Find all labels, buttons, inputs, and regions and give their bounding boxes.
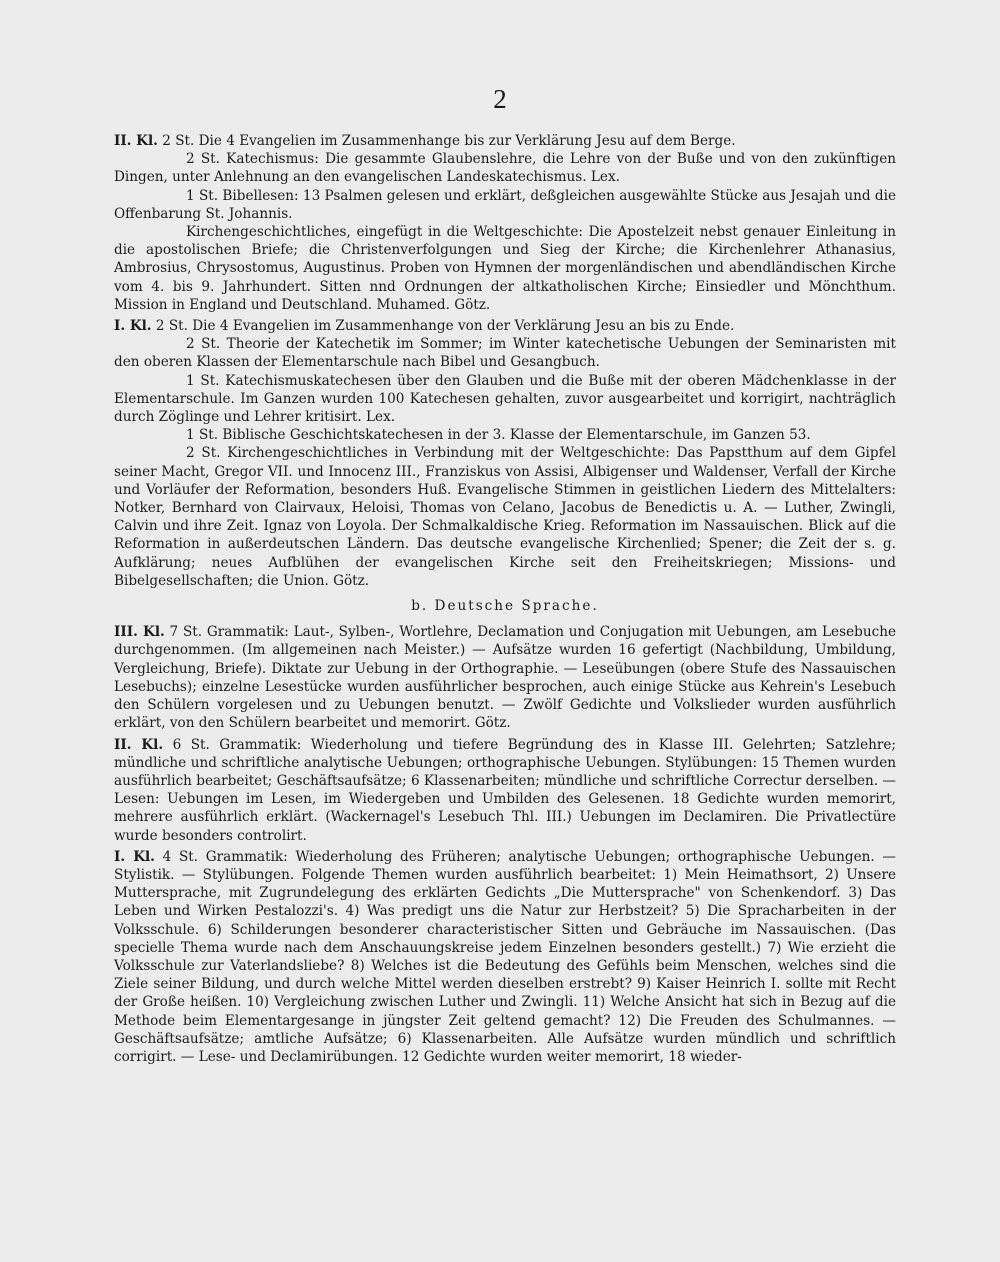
document-body xyxy=(114,132,896,1066)
paragraph-catechetics: 2 St. Theorie der Katechetik im Sommer; im Winter katechetische Uebungen der Seminaristen mit den oberen Klassen der Elementarschule nach Bibel und Gesangbuch. xyxy=(114,336,896,371)
class-label: II. Kl. xyxy=(114,736,164,753)
paragraph-class-i-german: I. Kl. 4 St. Grammatik: Wiederholung des Früheren; analytische Uebungen; orthographische Uebungen. — Stylistik. — Stylübungen. Folgende Themen wurden ausführlich bearbeitet: 1) Mein Heimathsort, 2) Unsere Muttersprache, mit Zugrundelegung des erklärten Gedichts „Die Muttersprache" von Schenkendorf. 3) Das Leben und Wirken Pestalozzi's. 4) Was predigt uns die Natur zur Herbstzeit? 5) Die Spracharbeiten in der Volksschule. 6) Schilderungen besonderer characteristischer Sitten und Gebräuche im Nassauischen. (Das specielle Thema wurde nach dem Anschauungskreise jedem Einzelnen besonders gestellt.) 7) Wie erzieht die Volksschule zur Vaterlandsliebe? 8) Welches ist die Bedeutung des Gefühls beim Menschen, welches sind die Ziele seiner Bildung, und durch welche Mittel werden dieselben erstrebt? 9) Kaiser Heinrich I. sollte mit Recht der Große heißen. 10) Vergleichung zwischen Luther und Zwingli. 11) Welche Ansicht hat sich in Bezug auf die Methode beim Elementargesange in jüngster Zeit geltend gemacht? 12) Die Freuden des Schulmannes. — Geschäftsaufsätze; amtliche Aufsätze; 6) Klassenarbeiten. Alle Aufsätze wurden mündlich und schriftlich corrigirt. — Lese- und Declamirübungen. 12 Gedichte wurden weiter memorirt, 18 wieder- xyxy=(114,848,896,1065)
paragraph-church-history-i: 2 St. Kirchengeschichtliches in Verbindung mit der Weltgeschichte: Das Papstthum auf dem Gipfel seiner Macht, Gregor VII. und Innocenz III., Franziskus von Assisi, Albigenser und Waldenser, Verfall der Kirche und Vorläufer der Reformation, besonders Huß. Evangelische Stimmen in geistlichen Liedern des Mittelalters: Notker, Bernhard von Clairvaux, Heloisi, Thomas von Celano, Jacobus de Benedictis u. A. — Luther, Zwingli, Calvin und ihre Zeit. Ignaz von Loyola. Der Schmalkaldische Krieg. Reformation im Nassauischen. Blick auf die Reformation in außerdeutschen Ländern. Das deutsche evangelische Kirchenlied; Spener; die Zeit der s. g. Aufklärung; neues Aufblühen der evangelischen Kirche seit den Freiheitskriegen; Missions- und Bibelgesellschaften; die Union. Götz. xyxy=(114,445,896,589)
paragraph-class-ii-german: II. Kl. 6 St. Grammatik: Wiederholung und tiefere Begründung des in Klasse III. Gelehrten; Satzlehre; mündliche und schriftliche analytische Uebungen; orthographische Uebungen. Stylübungen: 15 Themen wurden ausführlich bearbeitet; Geschäftsaufsätze; 6 Klassenarbeiten; mündliche und schriftliche Correctur derselben. — Lesen: Uebungen im Lesen, im Wiedergeben und Umbilden des Gelesenen. 18 Gedichte wurden memorirt, mehrere ausführlich erklärt. (Wackernagel's Lesebuch Thl. III.) Uebungen im Declamiren. Die Privatlectüre wurde besonders controlirt. xyxy=(114,736,896,844)
page-number: 2 xyxy=(493,84,507,114)
paragraph-bible-reading: 1 St. Bibellesen: 13 Psalmen gelesen und erklärt, deßgleichen ausgewählte Stücke aus Jesajah und die Offenbarung St. Johannis. xyxy=(114,187,896,222)
paragraph-class-iii-german: III. Kl. 7 St. Grammatik: Laut-, Sylben-, Wortlehre, Declamation und Conjugation mit Uebungen, am Lesebuche durchgenommen. (Im allgemeinen nach Meister.) — Aufsätze wurden 16 gefertigt (Nachbildung, Umbildung, Vergleichung, Briefe). Diktate zur Uebung in der Orthographie. — Leseübungen (obere Stufe des Nassauischen Lesebuchs); einzelne Lesestücke wurden ausführlicher besprochen, auch einige Stücke aus Kehrein's Lesebuch den Schülern vorgelesen und zu Uebungen benutzt. — Zwölf Gedichte und Volkslieder wurden ausführlich erklärt, von den Schülern bearbeitet und memorirt. Götz. xyxy=(114,624,896,732)
paragraph-catechism: 2 St. Katechismus: Die gesammte Glaubenslehre, die Lehre von der Buße und von den zukünftigen Dingen, unter Anlehnung an den evangelischen Landeskatechismus. Lex. xyxy=(114,151,896,186)
section-heading-german: b. Deutsche Sprache. xyxy=(411,598,599,615)
paragraph-church-history: Kirchengeschichtliches, eingefügt in die Weltgeschichte: Die Apostelzeit nebst genauer Einleitung in die apostolischen Briefe; die Christenverfolgungen und Sieg der Kirche; die Kirchenlehrer Athanasius, Ambrosius, Chrysostomus, Augustinus. Proben von Hymnen der morgenländischen und abendländischen Kirche vom 4. bis 9. Jahrhundert. Sitten nnd Ordnungen der altkatholischen Kirche; Einsiedler und Mönchthum. Mission in England und Deutschland. Muhamed. Götz. xyxy=(114,224,896,313)
paragraph-class-i-gospels: I. Kl. 2 St. Die 4 Evangelien im Zusammenhange von der Verklärung Jesu an bis zu Ende. xyxy=(114,318,735,335)
class-label: II. Kl. xyxy=(114,133,158,149)
class-label: I. Kl. xyxy=(114,848,155,865)
class-label: I. Kl. xyxy=(114,318,152,335)
paragraph-biblical-history: 1 St. Biblische Geschichtskatechesen in der 3. Klasse der Elementarschule, im Ganzen 53. xyxy=(186,427,811,444)
class-label: III. Kl. xyxy=(114,624,165,641)
paragraph-catechism-lessons: 1 St. Katechismuskatechesen über den Glauben und die Buße mit der oberen Mädchenklasse in der Elementarschule. Im Ganzen wurden 100 Katechesen gehalten, zuvor ausgearbeitet und korrigirt, nachträglich durch Zöglinge und Lehrer kritisirt. Lex. xyxy=(114,372,896,426)
paragraph-class-ii-gospels: II. Kl. 2 St. Die 4 Evangelien im Zusammenhange bis zur Verklärung Jesu auf dem Berge. xyxy=(114,133,736,149)
